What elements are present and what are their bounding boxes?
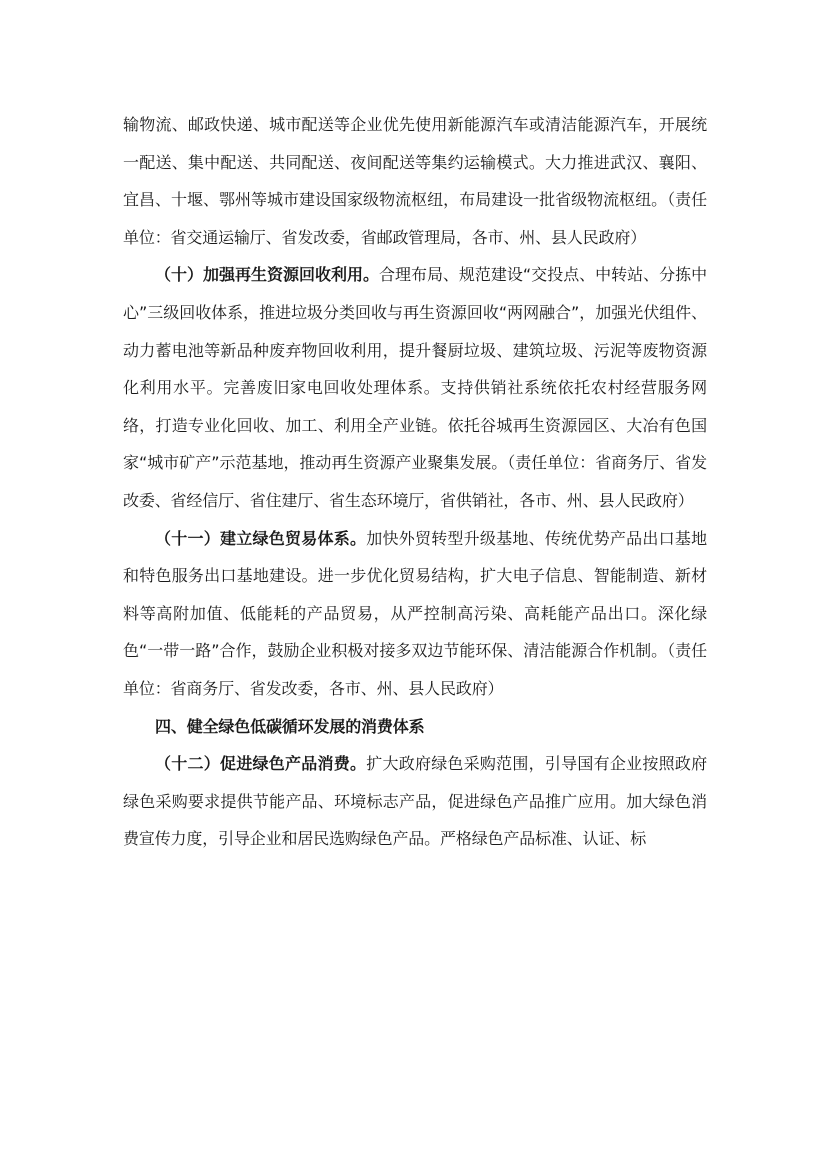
- paragraph-section-12: [123, 745, 707, 858]
- paragraph-section-11: [123, 520, 707, 708]
- document-body: [123, 106, 707, 858]
- paragraph-body: 输物流、邮政快递、城市配送等企业优先使用新能源汽车或清洁能源汽车，开展统一配送、集中配送、共同配送、夜间配送等集约运输模式。大力推进武汉、襄阳、宜昌、十堰、鄂州等城市建设国家级物流枢纽，布局建设一批省级物流枢纽。（责任单位：省交通运输厅、省发改委，省邮政管理局，各市、州、县人民政府）: [123, 115, 707, 247]
- section-11-heading: （十一）建立绿色贸易体系。: [155, 528, 367, 548]
- paragraph-section-10: [123, 256, 707, 519]
- chapter-4-heading: 四、健全绿色低碳循环发展的消费体系: [155, 716, 425, 736]
- section-11-body: 加快外贸转型升级基地、传统优势产品出口基地和特色服务出口基地建设。进一步优化贸易结构，扩大电子信息、智能制造、新材料等高附加值、低能耗的产品贸易，从严控制高污染、高耗能产品出口。深化绿色“一带一路”合作，鼓励企业积极对接多双边节能环保、清洁能源合作机制。（责任单位：省商务厅、省发改委，各市、州、县人民政府）: [123, 528, 707, 698]
- section-10-heading: （十）加强再生资源回收利用。: [155, 265, 379, 285]
- paragraph-chapter-4-heading: [123, 708, 707, 746]
- paragraph-logistics-continued: [123, 106, 707, 256]
- section-12-heading: （十二）促进绿色产品消费。: [155, 754, 367, 774]
- section-10-body: 合理布局、规范建设“交投点、中转站、分拣中心”三级回收体系，推进垃圾分类回收与再生资源回收“两网融合”，加强光伏组件、动力蓄电池等新品种废弃物回收利用，提升餐厨垃圾、建筑垃圾、污泥等废物资源化利用水平。完善废旧家电回收处理体系。支持供销社系统依托农村经营服务网络，打造专业化回收、加工、利用全产业链。依托谷城再生资源园区、大冶有色国家“城市矿产”示范基地，推动再生资源产业聚集发展。（责任单位：省商务厅、省发改委、省经信厅、省住建厅、省生态环境厅，省供销社，各市、州、县人民政府）: [123, 265, 708, 510]
- section-12-body: 扩大政府绿色采购范围，引导国有企业按照政府绿色采购要求提供节能产品、环境标志产品，促进绿色产品推广应用。加大绿色消费宣传力度，引导企业和居民选购绿色产品。严格绿色产品标准、认证、标: [123, 754, 707, 849]
